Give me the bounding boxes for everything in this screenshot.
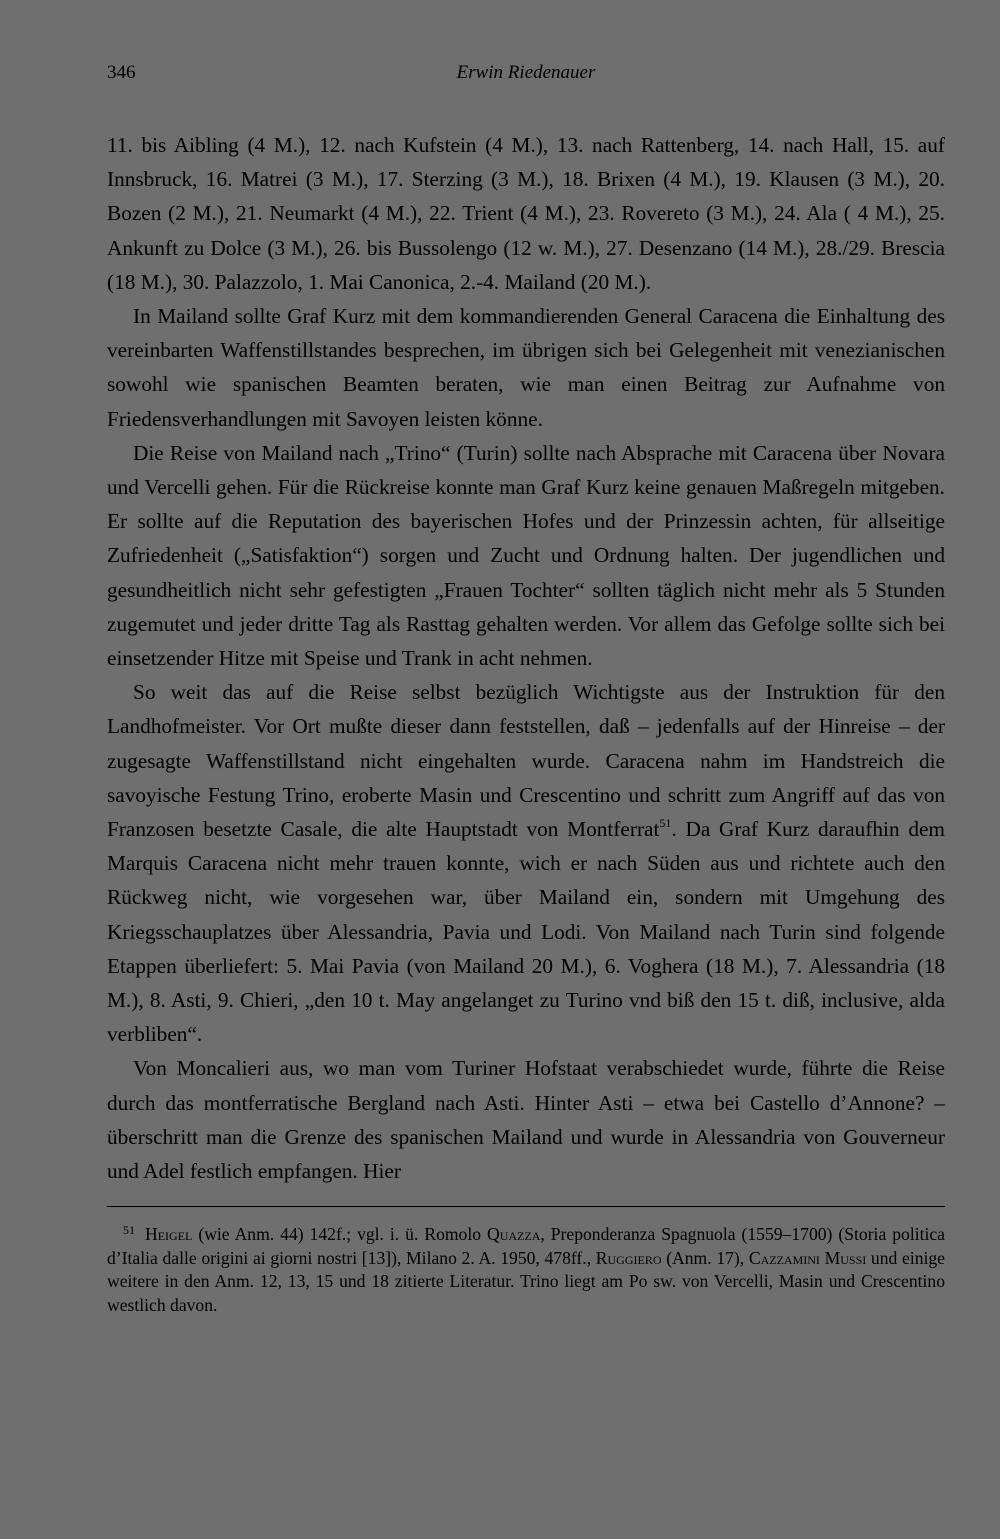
- author-heigel: Heigel: [145, 1224, 193, 1245]
- paragraph-itinerary: 11. bis Aibling (4 M.), 12. nach Kufstein (4 M.), 13. nach Rattenberg, 14. nach Hall, 15. auf Innsbruck, 16. Matrei (3 M.), 17. Sterzing (3 M.), 18. Brixen (4 M.), 19. Klausen (3 M.), 20. Bozen (2 M.), 21. Neumarkt (4 M.), 22. Trient (4 M.), 23. Rovereto (3 M.), 24. Ala ( 4 M.), 25. Ankunft zu Dolce (3 M.), 26. bis Bussolengo (12 w. M.), 27. Desenzano (14 M.), 28./29. Brescia (18 M.), 30. Palazzolo, 1. Mai Canonica, 2.-4. Mailand (20 M.).: [107, 133, 945, 294]
- footnote-text-2: , Preponderanza Spagnuola (1559–1700) (Storia politica d’Italia dalle origini ai giorni nostri [13]), Milano 2. A. 1950, 478ff.,: [107, 1224, 945, 1268]
- paragraph-armistice-text-b: . Da Graf Kurz daraufhin dem Marquis Caracena nicht mehr trauen konnte, wich er nach Süden aus und richtete auch den Rückweg nicht, wie vorgesehen war, über Mailand ein, sondern mit Umgehung des Kriegsschauplatzes über Alessandria, Pavia und Lodi. Von Mailand nach Turin sind folgende Etappen überliefert: 5. Mai Pavia (von Mailand 20 M.), 6. Voghera (18 M.), 7. Alessandria (18 M.), 8. Asti, 9. Chieri, „den 10 t. May angelanget zu Turino vnd biß den 15 t. diß, inclusive, alda verbliben“.: [107, 817, 945, 1047]
- footnote-text-3: (Anm. 17),: [661, 1247, 749, 1268]
- footnote-divider: [107, 1206, 945, 1207]
- paragraph-travel-instructions: Die Reise von Mailand nach „Trino“ (Turin) sollte nach Absprache mit Caracena über Novara und Vercelli gehen. Für die Rückreise konnte man Graf Kurz keine genauen Maßregeln mitgeben. Er sollte auf die Reputation des bayerischen Hofes und der Prinzessin achten, für allseitige Zufriedenheit („Satisfaktion“) sorgen und Zucht und Ordnung halten. Der jugendlichen und gesundheitlich nicht sehr gefestigten „Frauen Tochter“ sollten täglich nicht mehr als 5 Stunden zugemutet und jeder dritte Tag als Rasttag gehalten werden. Vor allem das Gefolge sollte sich bei einsetzender Hitze mit Speise und Trank in acht nehmen.: [107, 440, 945, 671]
- footnote-reference: 51: [659, 816, 672, 831]
- author-ruggiero: Ruggiero: [595, 1247, 662, 1268]
- main-text: [107, 128, 945, 1188]
- author-cazzamini-mussi: Cazzamini Mussi: [748, 1247, 867, 1268]
- running-head-author: Erwin Riedenauer: [456, 62, 596, 83]
- paragraph-milan-mission: In Mailand sollte Graf Kurz mit dem kommandierenden General Caracena die Einhaltung des vereinbarten Waffenstillstandes besprechen, im übrigen sich bei Gelegenheit mit venezianischen sowohl wie spanischen Beamten beraten, wie man einen Beitrag zur Aufnahme von Friedensverhandlungen mit Savoyen leisten könne.: [107, 304, 945, 431]
- paragraph-armistice-text-a: So weit das auf die Reise selbst bezüglich Wichtigste aus der Instruktion für den Landhofmeister. Vor Ort mußte dieser dann feststellen, daß – jedenfalls auf der Hinreise – der zugesagte Waffenstillstand nicht eingehalten wurde. Caracena nahm im Handstreich die savoyische Festung Trino, eroberte Masin und Crescentino und schritt zum Angriff auf das von Franzosen besetzte Casale, die alte Hauptstadt von Montferrat: [107, 680, 945, 842]
- paragraph-moncalieri: Von Moncalieri aus, wo man vom Turiner Hofstaat verabschiedet wurde, führte die Reise durch das montferratische Bergland nach Asti. Hinter Asti – etwa bei Castello d’Annone? – überschritt man die Grenze des spanischen Mailand und wurde in Alessandria von Gouverneur und Adel festlich empfangen. Hier: [107, 1056, 945, 1184]
- paragraph-armistice: [107, 675, 945, 1051]
- footnote-number: 51: [123, 1223, 135, 1238]
- page-number: 346: [107, 62, 136, 83]
- footnote-51: [107, 1219, 945, 1317]
- footnote-text-1: (wie Anm. 44) 142f.; vgl. i. ü. Romolo: [192, 1224, 488, 1245]
- footnote-text-4: und einige weitere in den Anm. 12, 13, 15 und 18 zitierte Literatur. Trino liegt am Po sw. von Vercelli, Masin und Crescentino westlich davon.: [107, 1247, 945, 1315]
- author-quazza: Quazza: [487, 1224, 541, 1245]
- book-page: [107, 62, 945, 1317]
- running-head: [107, 62, 945, 92]
